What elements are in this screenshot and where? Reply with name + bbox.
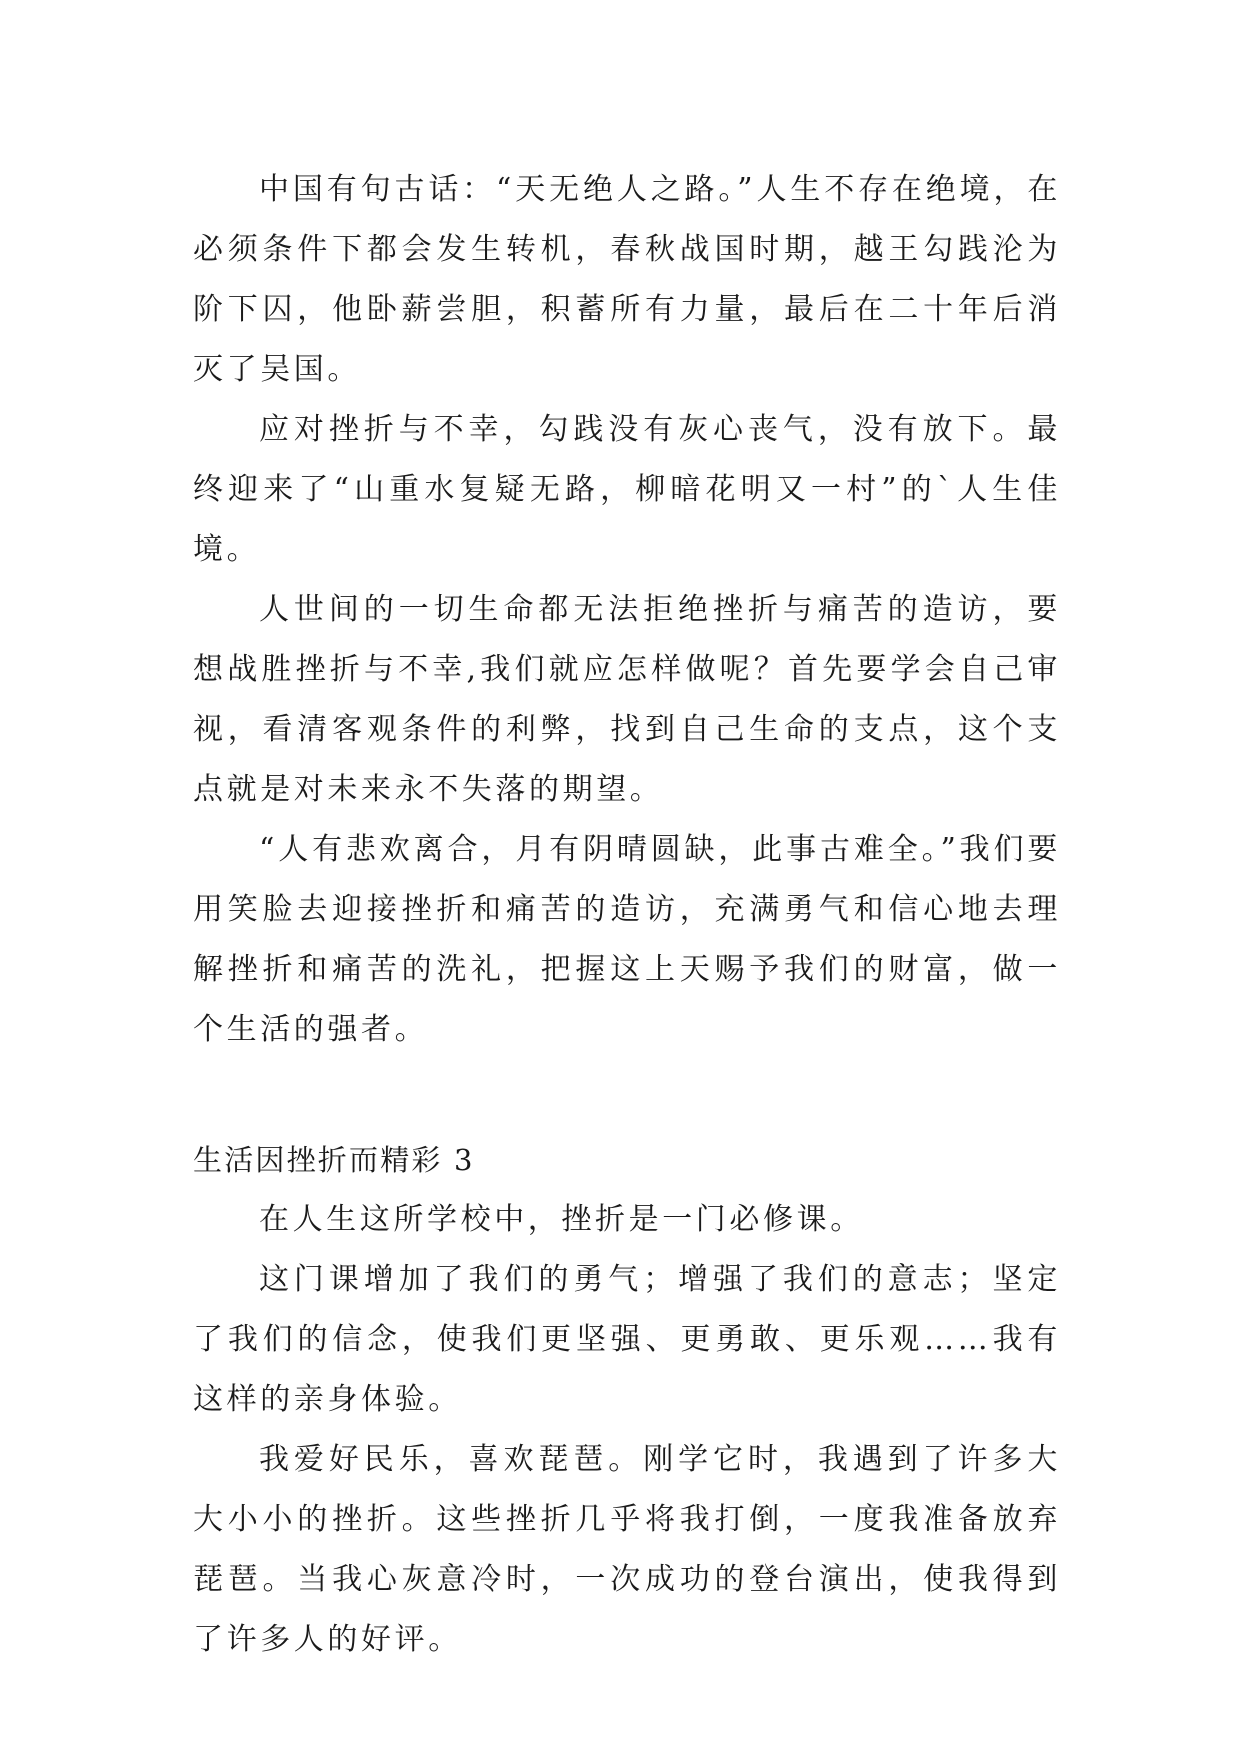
- paragraph-4: “人有悲欢离合，月有阴晴圆缺，此事古难全。”我们要用笑脸去迎接挫折和痛苦的造访，充满勇气和信心地去理解挫折和痛苦的洗礼，把握这上天赐予我们的财富，做一个生活的强者。: [193, 832, 1061, 1047]
- paragraph-6: 这门课增加了我们的勇气；增强了我们的意志；坚定了我们的信念，使我们更坚强、更勇敢、更乐观……我有这样的亲身体验。: [193, 1262, 1061, 1417]
- paragraph-2: 应对挫折与不幸，勾践没有灰心丧气，没有放下。最终迎来了“山重水复疑无路，柳暗花明又一村”的`人生佳境。: [193, 412, 1061, 567]
- paragraph-5: 在人生这所学校中，挫折是一门必修课。: [259, 1202, 864, 1237]
- document-page: [193, 160, 1061, 1670]
- section-heading: 生活因挫折而精彩 3: [193, 1143, 475, 1177]
- paragraph-1: 中国有句古话：“天无绝人之路。”人生不存在绝境，在必须条件下都会发生转机，春秋战国时期，越王勾践沦为阶下囚，他卧薪尝胆，积蓄所有力量，最后在二十年后消灭了吴国。: [193, 172, 1061, 387]
- paragraph-3: 人世间的一切生命都无法拒绝挫折与痛苦的造访，要想战胜挫折与不幸,我们就应怎样做呢？首先要学会自己审视，看清客观条件的利弊，找到自己生命的支点，这个支点就是对未来永不失落的期望。: [193, 592, 1061, 807]
- section-spacer: [193, 1060, 1061, 1130]
- paragraph-7: 我爱好民乐，喜欢琵琶。刚学它时，我遇到了许多大大小小的挫折。这些挫折几乎将我打倒，一度我准备放弃琵琶。当我心灰意冷时，一次成功的登台演出，使我得到了许多人的好评。: [193, 1442, 1061, 1657]
